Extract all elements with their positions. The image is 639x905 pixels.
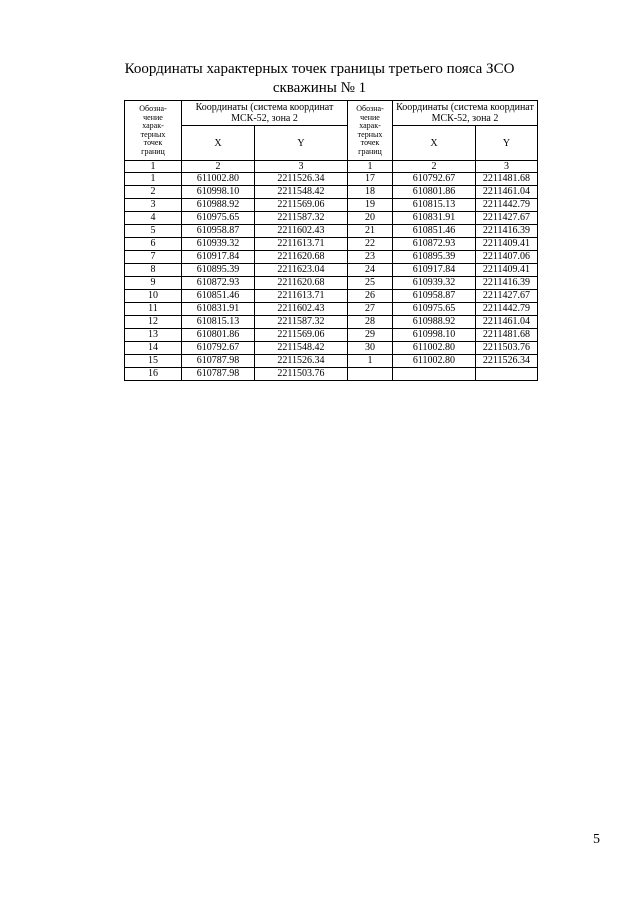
cell-y-left: 2211587.32 — [255, 316, 348, 329]
table-row — [125, 355, 538, 368]
cell-x-left: 610917.84 — [182, 251, 255, 264]
cell-x-right: 611002.80 — [393, 342, 476, 355]
x-header-left: X — [182, 126, 255, 161]
cell-y-right: 2211526.34 — [476, 355, 538, 368]
cell-point-right: 26 — [348, 290, 393, 303]
cell-y-right: 2211481.68 — [476, 173, 538, 186]
cell-y-right: 2211461.04 — [476, 186, 538, 199]
cell-y-right: 2211416.39 — [476, 225, 538, 238]
cell-x-left: 610939.32 — [182, 238, 255, 251]
table-row — [125, 290, 538, 303]
table-row — [125, 264, 538, 277]
cell-x-left: 610831.91 — [182, 303, 255, 316]
cell-x-right: 610988.92 — [393, 316, 476, 329]
cell-point-left: 2 — [125, 186, 182, 199]
cell-point-right: 29 — [348, 329, 393, 342]
coords-header-right: Координаты (система координат МСК-52, зона 2 — [393, 101, 538, 126]
cell-point-left: 13 — [125, 329, 182, 342]
cell-y-left: 2211548.42 — [255, 186, 348, 199]
cell-x-left: 610895.39 — [182, 264, 255, 277]
cell-x-left: 610988.92 — [182, 199, 255, 212]
cell-point-left: 14 — [125, 342, 182, 355]
cell-point-right: 27 — [348, 303, 393, 316]
cell-y-right: 2211442.79 — [476, 303, 538, 316]
cell-x-right: 610792.67 — [393, 173, 476, 186]
column-number: 2 — [393, 161, 476, 173]
cell-y-right: 2211503.76 — [476, 342, 538, 355]
cell-x-right: 610998.10 — [393, 329, 476, 342]
cell-y-right: 2211409.41 — [476, 238, 538, 251]
cell-y-left: 2211548.42 — [255, 342, 348, 355]
column-number: 3 — [255, 161, 348, 173]
cell-x-right: 610975.65 — [393, 303, 476, 316]
coords-header-left: Координаты (система координат МСК-52, зона 2 — [182, 101, 348, 126]
cell-point-right: 20 — [348, 212, 393, 225]
column-number: 2 — [182, 161, 255, 173]
cell-x-left: 610998.10 — [182, 186, 255, 199]
cell-y-right: 2211409.41 — [476, 264, 538, 277]
header-row — [125, 101, 538, 126]
cell-point-right: 1 — [348, 355, 393, 368]
cell-point-right: 22 — [348, 238, 393, 251]
column-number: 1 — [125, 161, 182, 173]
cell-x-left: 610801.86 — [182, 329, 255, 342]
table-row — [125, 277, 538, 290]
cell-y-left: 2211526.34 — [255, 355, 348, 368]
column-number: 3 — [476, 161, 538, 173]
cell-point-left: 9 — [125, 277, 182, 290]
y-header-left: Y — [255, 126, 348, 161]
cell-point-left: 3 — [125, 199, 182, 212]
cell-x-right: 610939.32 — [393, 277, 476, 290]
x-header-right: X — [393, 126, 476, 161]
table-row — [125, 303, 538, 316]
cell-y-right: 2211442.79 — [476, 199, 538, 212]
table-row — [125, 316, 538, 329]
cell-y-right: 2211427.67 — [476, 212, 538, 225]
cell-point-right: 30 — [348, 342, 393, 355]
table-row — [125, 368, 538, 381]
cell-x-right: 610851.46 — [393, 225, 476, 238]
y-header-right: Y — [476, 126, 538, 161]
cell-point-right: 24 — [348, 264, 393, 277]
cell-point-right: 19 — [348, 199, 393, 212]
cell-y-left: 2211613.71 — [255, 238, 348, 251]
cell-x-left: 610975.65 — [182, 212, 255, 225]
cell-point-left: 15 — [125, 355, 182, 368]
cell-y-left: 2211503.76 — [255, 368, 348, 381]
table-row — [125, 251, 538, 264]
cell-x-right: 610895.39 — [393, 251, 476, 264]
cell-y-right: 2211427.67 — [476, 290, 538, 303]
table-row — [125, 342, 538, 355]
cell-x-right — [393, 368, 476, 381]
table-row — [125, 329, 538, 342]
cell-y-left: 2211602.43 — [255, 225, 348, 238]
cell-point-right: 23 — [348, 251, 393, 264]
title-line-1: Координаты характерных точек границы третьего пояса ЗСО — [124, 61, 515, 77]
point-designation-header-right: Обозна- чение харак- терных точек границ — [348, 101, 393, 161]
point-designation-header-left: Обозна- чение харак- терных точек границ — [125, 101, 182, 161]
cell-point-right: 21 — [348, 225, 393, 238]
coordinates-table — [124, 100, 538, 381]
table-row — [125, 238, 538, 251]
table-row — [125, 173, 538, 186]
cell-point-right: 28 — [348, 316, 393, 329]
cell-point-left: 1 — [125, 173, 182, 186]
cell-point-right: 25 — [348, 277, 393, 290]
cell-point-left: 8 — [125, 264, 182, 277]
cell-y-right: 2211481.68 — [476, 329, 538, 342]
column-number: 1 — [348, 161, 393, 173]
cell-y-left: 2211602.43 — [255, 303, 348, 316]
title-line-2: скважины № 1 — [272, 80, 367, 96]
cell-x-left: 610815.13 — [182, 316, 255, 329]
table-row — [125, 199, 538, 212]
cell-x-right: 610958.87 — [393, 290, 476, 303]
cell-x-right: 610801.86 — [393, 186, 476, 199]
cell-x-left: 610787.98 — [182, 355, 255, 368]
cell-x-left: 610872.93 — [182, 277, 255, 290]
column-number-row — [125, 161, 538, 173]
cell-x-right: 610872.93 — [393, 238, 476, 251]
cell-x-right: 610831.91 — [393, 212, 476, 225]
cell-point-left: 7 — [125, 251, 182, 264]
cell-point-right: 17 — [348, 173, 393, 186]
cell-point-left: 12 — [125, 316, 182, 329]
cell-point-right — [348, 368, 393, 381]
table-body — [125, 161, 538, 381]
table-row — [125, 212, 538, 225]
cell-y-left: 2211587.32 — [255, 212, 348, 225]
table-row — [125, 225, 538, 238]
cell-x-right: 611002.80 — [393, 355, 476, 368]
xy-header-row — [125, 126, 538, 161]
cell-point-left: 11 — [125, 303, 182, 316]
cell-x-left: 610787.98 — [182, 368, 255, 381]
cell-y-right: 2211416.39 — [476, 277, 538, 290]
cell-point-left: 6 — [125, 238, 182, 251]
cell-y-left: 2211620.68 — [255, 277, 348, 290]
cell-y-left: 2211620.68 — [255, 251, 348, 264]
cell-point-left: 16 — [125, 368, 182, 381]
cell-x-right: 610815.13 — [393, 199, 476, 212]
cell-point-right: 18 — [348, 186, 393, 199]
cell-x-left: 610958.87 — [182, 225, 255, 238]
table-row — [125, 186, 538, 199]
cell-y-left: 2211526.34 — [255, 173, 348, 186]
cell-point-left: 4 — [125, 212, 182, 225]
cell-point-left: 5 — [125, 225, 182, 238]
cell-y-left: 2211623.04 — [255, 264, 348, 277]
cell-x-left: 611002.80 — [182, 173, 255, 186]
document-title — [0, 60, 639, 98]
cell-y-right — [476, 368, 538, 381]
cell-x-left: 610792.67 — [182, 342, 255, 355]
cell-y-right: 2211461.04 — [476, 316, 538, 329]
cell-y-left: 2211569.06 — [255, 199, 348, 212]
cell-y-left: 2211613.71 — [255, 290, 348, 303]
cell-point-left: 10 — [125, 290, 182, 303]
cell-y-right: 2211407.06 — [476, 251, 538, 264]
cell-x-right: 610917.84 — [393, 264, 476, 277]
cell-y-left: 2211569.06 — [255, 329, 348, 342]
page-number: 5 — [593, 832, 600, 847]
cell-x-left: 610851.46 — [182, 290, 255, 303]
